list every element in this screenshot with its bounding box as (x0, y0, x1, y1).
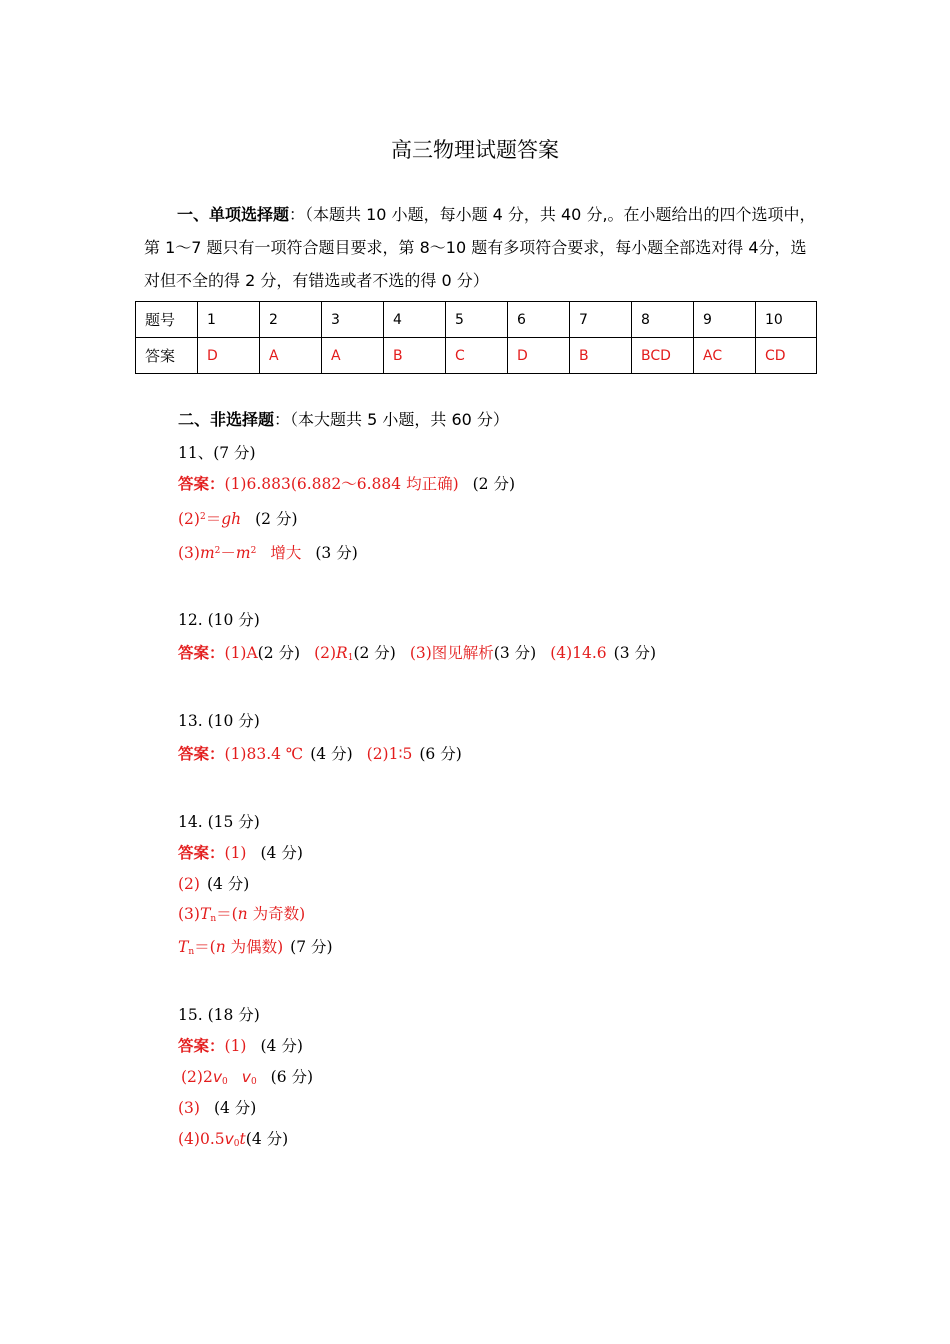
answer-label: 答案： (178, 745, 225, 763)
q12-answer1-score: (2 分) (257, 644, 301, 662)
question-number-cell: 4 (384, 302, 446, 338)
q14-answer4-var: T (178, 938, 189, 956)
answer-table (135, 301, 817, 374)
q15-answer3: (3) (178, 1099, 200, 1117)
q14-answer3-eq: ＝( (216, 905, 238, 923)
question-number-cell: 8 (632, 302, 694, 338)
q12-header: 12. (10 分) (178, 611, 260, 629)
answer-cell: B (570, 338, 632, 374)
question-number-cell: 2 (260, 302, 322, 338)
answer-cell: B (384, 338, 446, 374)
q14-answer1-score: (4 分) (260, 844, 303, 862)
q15-answer2-line (181, 1064, 313, 1095)
q11-answer1-line (178, 471, 515, 497)
q15-answer4-t: t (239, 1130, 246, 1148)
q11-answer3-sup2: 2 (250, 546, 257, 556)
q15-answer1-line (178, 1033, 303, 1059)
q11-answer2-sup: 2 (199, 512, 206, 522)
q14-answer4-note: 为偶数) (225, 938, 284, 956)
q12-answer-line (178, 640, 656, 671)
answer-cell: D (508, 338, 570, 374)
q14-answer4-eq: ＝( (194, 938, 216, 956)
q11-answer3-word: 增大 (270, 544, 302, 562)
q14-answer3-n: n (237, 905, 248, 923)
q13-answer2-score: (6 分) (419, 745, 462, 763)
q15-answer2-sub2: 0 (250, 1077, 257, 1087)
answer-label: 答案： (178, 644, 225, 662)
q14-answer3-note: 为奇数) (247, 905, 306, 923)
question-number-cell: 9 (694, 302, 756, 338)
q15-answer2-score: (6 分) (270, 1068, 314, 1086)
q15-answer2-v1: v (212, 1068, 223, 1086)
answer-label: 答案： (178, 844, 225, 862)
q11-header: 11、(7 分) (178, 444, 256, 462)
answer-cell: C (446, 338, 508, 374)
question-number-cell: 6 (508, 302, 570, 338)
table-row-answers (136, 338, 817, 374)
section1-intro (144, 198, 816, 297)
q14-answer3-line (178, 901, 305, 932)
q11-answer3-prefix: (3) (178, 544, 200, 562)
answer-label: 答案： (178, 1037, 225, 1055)
q11-answer2-line (178, 504, 298, 532)
q11-answer2-eq: ＝ (205, 510, 222, 528)
question-number-cell: 3 (322, 302, 384, 338)
answer-cell: A (260, 338, 322, 374)
page-title: 高三物理试题答案 (391, 138, 559, 162)
q15-answer4-score: (4 分) (245, 1130, 289, 1148)
section1-text-line1: （本题共 10 小题，每小题 4 分，共 40 分,。在小题给出的四个选项 (305, 205, 784, 224)
q12-answer2-score: (2 分) (353, 644, 396, 662)
q12-answer2-sub: 1 (347, 653, 354, 663)
q11-answer3-m2: m (235, 544, 251, 562)
q11-answer3-sup1: 2 (214, 546, 221, 556)
q13-answer1-score: (4 分) (310, 745, 353, 763)
q11-answer3-line (178, 538, 358, 566)
q14-answer4-sub: n (188, 947, 195, 957)
row-label-number: 题号 (136, 302, 198, 338)
q15-answer4-line (178, 1126, 288, 1157)
section2-heading: 二、非选择题 (178, 410, 275, 429)
q12-answer4-score: (3 分) (613, 644, 657, 662)
q14-answer1-line (178, 840, 303, 866)
q13-answer1: (1)83.4 ℃ (224, 745, 304, 763)
q15-answer4-v: v (224, 1130, 234, 1148)
answer-cell: BCD (632, 338, 694, 374)
table-row-numbers (136, 302, 817, 338)
question-number-cell: 7 (570, 302, 632, 338)
question-number-cell: 5 (446, 302, 508, 338)
q15-answer4-sub: 0 (233, 1139, 240, 1149)
q13-answer-line (178, 741, 462, 767)
q13-header: 13. (10 分) (178, 712, 260, 730)
q11-answer2-score: (2 分) (255, 510, 298, 528)
section2-colon: ： (274, 410, 291, 429)
q14-header: 14. (15 分) (178, 813, 260, 831)
q14-answer2: (2) (178, 875, 200, 893)
q11-answer2-var: gh (221, 510, 242, 528)
answer-label: 答案： (178, 475, 225, 493)
answer-cell: A (322, 338, 384, 374)
q15-answer4-prefix: (4)0.5 (178, 1130, 225, 1148)
q11-answer1-score: (2 分) (472, 475, 516, 493)
q12-answer1: (1)A (224, 644, 258, 662)
q14-answer4-line (178, 934, 333, 965)
row-label-answer: 答案 (136, 338, 198, 374)
q12-answer4: (4)14.6 (550, 644, 607, 662)
q14-answer3-var: T (199, 905, 211, 923)
section1-text-line2: 中，第 1～7 题只有一项符合题目要求，第 8～10 题有多项符合要求，每小题全部选对得 4 (144, 205, 816, 257)
q12-answer3: (3)图见解析 (409, 644, 494, 662)
section1-colon: ： (289, 205, 306, 224)
q13-answer2: (2)1∶5 (366, 745, 413, 763)
q11-answer1: (1)6.883(6.882～6.884 均正确) (224, 475, 459, 493)
q15-answer2-sub1: 0 (222, 1077, 228, 1087)
q12-answer3-score: (3 分) (493, 644, 537, 662)
answer-cell: AC (694, 338, 756, 374)
q14-answer2-line (178, 871, 249, 897)
question-number-cell: 1 (198, 302, 260, 338)
q11-answer2-prefix: (2) (178, 510, 200, 528)
q12-answer2-var: R (336, 644, 348, 662)
q15-answer1: (1) (224, 1037, 247, 1055)
q15-header: 15. (18 分) (178, 1006, 260, 1024)
q15-answer2-prefix: (2)2 (181, 1068, 213, 1086)
q11-answer3-minus: － (220, 544, 236, 562)
answer-cell: D (198, 338, 260, 374)
q14-answer3-sub: n (210, 914, 217, 924)
section2-heading-line (178, 407, 509, 433)
q11-answer3-score: (3 分) (315, 544, 358, 562)
q15-answer1-score: (4 分) (260, 1037, 303, 1055)
q11-answer3-m1: m (199, 544, 215, 562)
section1-text-line3: 分，选对但不全的得 2 分，有错选或者不选的得 0 分） (144, 238, 807, 290)
q15-answer3-line (178, 1095, 256, 1121)
q14-answer4-n: n (215, 938, 226, 956)
question-number-cell: 10 (756, 302, 817, 338)
q12-answer2-prefix: (2) (314, 644, 337, 662)
q14-answer1: (1) (224, 844, 247, 862)
q14-answer2-score: (4 分) (206, 875, 250, 893)
q15-answer2-v2: v (241, 1068, 251, 1086)
q14-answer4-score: (7 分) (290, 938, 333, 956)
q15-answer3-score: (4 分) (213, 1099, 257, 1117)
section2-text: （本大题共 5 小题，共 60 分） (290, 410, 509, 429)
answer-cell: CD (756, 338, 817, 374)
q14-answer3-prefix: (3) (178, 905, 200, 923)
section1-heading: 一、单项选择题 (177, 205, 290, 224)
